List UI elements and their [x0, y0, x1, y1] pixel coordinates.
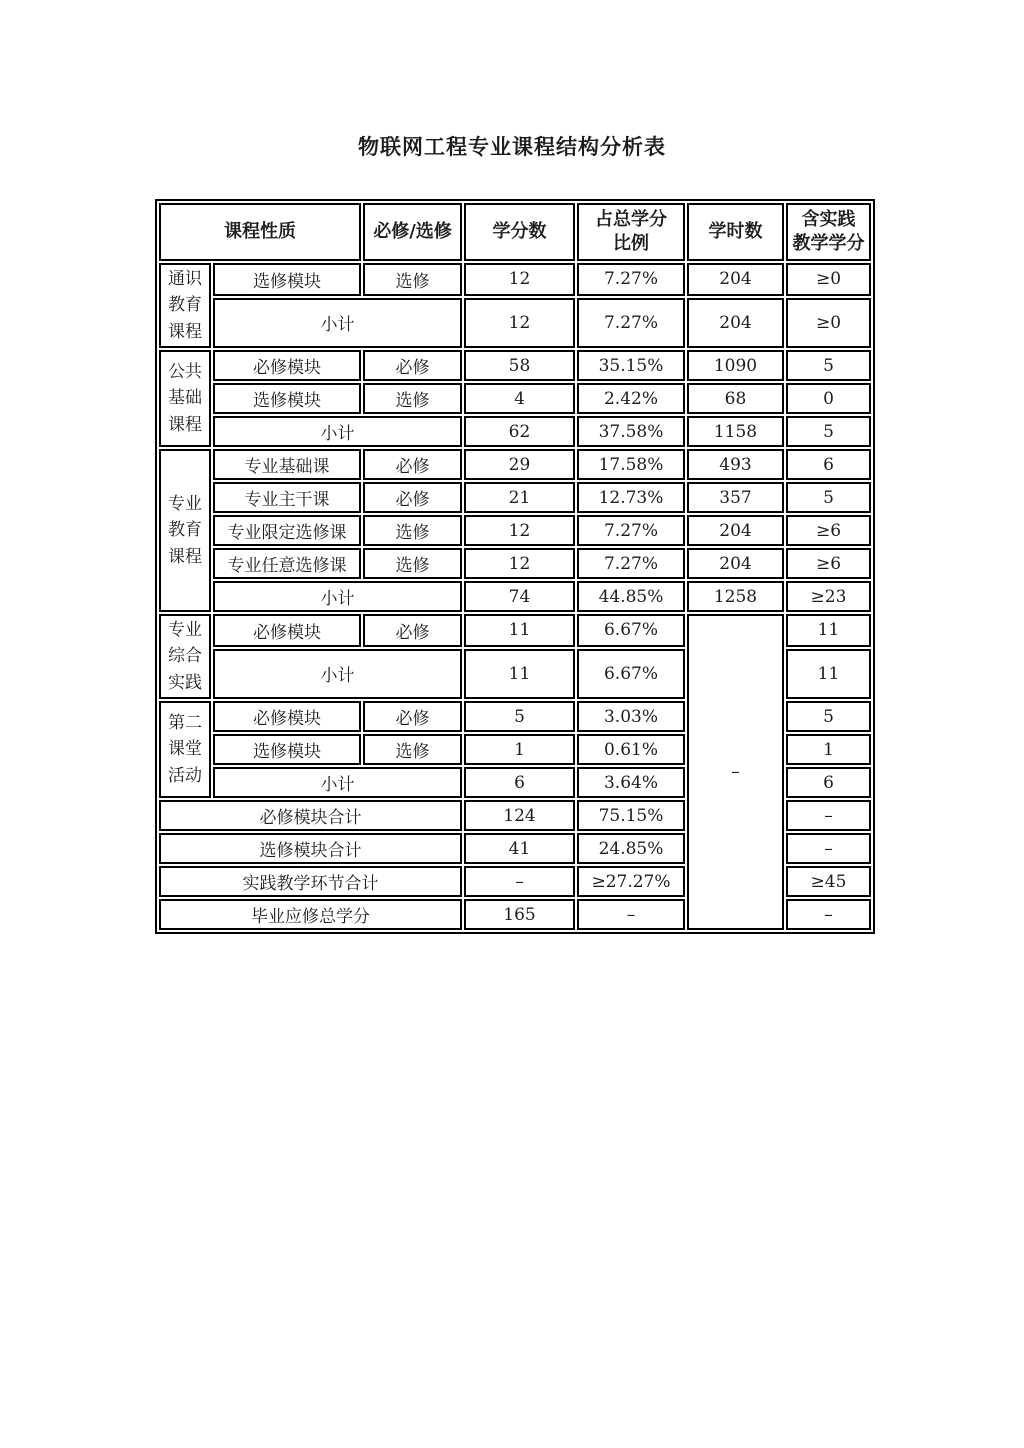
type-cell: 选修	[363, 734, 462, 765]
header-ratio-line2: 比例	[613, 233, 649, 254]
subtotal-row	[159, 581, 871, 612]
practice-cell: 11	[786, 614, 871, 647]
credits-cell: 11	[464, 649, 575, 699]
header-ratio-line1: 占总学分	[595, 208, 667, 230]
header-cell-hours: 学时数	[687, 203, 784, 261]
credits-cell: 41	[464, 833, 575, 864]
ratio-cell: 37.58%	[577, 416, 685, 447]
practice-cell: –	[786, 899, 871, 930]
module-cell: 必修模块	[213, 614, 361, 647]
subtotal-label-cell: 小计	[213, 581, 462, 612]
type-cell: 选修	[363, 515, 462, 546]
subtotal-label-cell: 小计	[213, 298, 462, 348]
hours-cell: 493	[687, 449, 784, 480]
practice-cell: ≥6	[786, 515, 871, 546]
hours-cell: 357	[687, 482, 784, 513]
header-practice-line2: 教学学分	[792, 233, 865, 254]
type-cell: 必修	[363, 701, 462, 732]
group-label-cell: 专业综合实践	[159, 614, 211, 699]
header-cell-course-nature: 课程性质	[159, 203, 361, 261]
header-cell-ratio	[577, 203, 685, 261]
ratio-cell: 44.85%	[577, 581, 685, 612]
ratio-cell: 6.67%	[577, 649, 685, 699]
module-cell: 选修模块	[213, 734, 361, 765]
page-title: 物联网工程专业课程结构分析表	[358, 134, 666, 159]
credits-cell: 12	[464, 548, 575, 579]
type-cell: 必修	[363, 350, 462, 381]
credits-cell: 6	[464, 767, 575, 798]
credits-cell: 58	[464, 350, 575, 381]
table-row	[159, 350, 871, 381]
credits-cell: 11	[464, 614, 575, 647]
module-cell: 必修模块	[213, 701, 361, 732]
practice-cell: –	[786, 800, 871, 831]
practice-cell: 6	[786, 767, 871, 798]
module-cell: 专业主干课	[213, 482, 361, 513]
hours-cell: 204	[687, 515, 784, 546]
practice-cell: ≥45	[786, 866, 871, 897]
summary-label-cell: 毕业应修总学分	[159, 899, 462, 930]
group-label-cell: 第二课堂活动	[159, 701, 211, 798]
ratio-cell: 17.58%	[577, 449, 685, 480]
subtotal-label-cell: 小计	[213, 649, 462, 699]
credits-cell: 74	[464, 581, 575, 612]
practice-cell: 5	[786, 482, 871, 513]
course-structure-table	[155, 199, 875, 934]
ratio-cell: 7.27%	[577, 515, 685, 546]
ratio-cell: 75.15%	[577, 800, 685, 831]
table-row	[159, 449, 871, 480]
header-practice-line1: 含实践	[801, 208, 856, 230]
ratio-cell: 35.15%	[577, 350, 685, 381]
practice-cell: 11	[786, 649, 871, 699]
ratio-cell: ≥27.27%	[577, 866, 685, 897]
hours-cell: 1158	[687, 416, 784, 447]
credits-cell: 165	[464, 899, 575, 930]
practice-cell: ≥0	[786, 298, 871, 348]
ratio-cell: 6.67%	[577, 614, 685, 647]
summary-label-cell: 选修模块合计	[159, 833, 462, 864]
hours-cell: 68	[687, 383, 784, 414]
practice-cell: 5	[786, 350, 871, 381]
module-cell: 专业基础课	[213, 449, 361, 480]
type-cell: 必修	[363, 449, 462, 480]
document-body	[155, 133, 869, 934]
credits-cell: 12	[464, 298, 575, 348]
subtotal-row	[159, 298, 871, 348]
hours-cell: 204	[687, 263, 784, 296]
credits-cell: –	[464, 866, 575, 897]
table-row	[159, 515, 871, 546]
credits-cell: 29	[464, 449, 575, 480]
subtotal-label-cell: 小计	[213, 767, 462, 798]
type-cell: 必修	[363, 482, 462, 513]
credits-cell: 12	[464, 263, 575, 296]
table-row	[159, 263, 871, 296]
header-cell-credits: 学分数	[464, 203, 575, 261]
summary-label-cell: 必修模块合计	[159, 800, 462, 831]
module-cell: 选修模块	[213, 383, 361, 414]
module-cell: 必修模块	[213, 350, 361, 381]
practice-cell: ≥6	[786, 548, 871, 579]
table-row	[159, 383, 871, 414]
credits-cell: 5	[464, 701, 575, 732]
credits-cell: 4	[464, 383, 575, 414]
credits-cell: 12	[464, 515, 575, 546]
subtotal-row	[159, 416, 871, 447]
table-row	[159, 614, 871, 647]
hours-cell: 1258	[687, 581, 784, 612]
practice-cell: 5	[786, 701, 871, 732]
practice-cell: ≥0	[786, 263, 871, 296]
module-cell: 专业任意选修课	[213, 548, 361, 579]
type-cell: 选修	[363, 548, 462, 579]
ratio-cell: 12.73%	[577, 482, 685, 513]
credits-cell: 124	[464, 800, 575, 831]
header-cell-required-elective: 必修/选修	[363, 203, 462, 261]
group-label-cell: 专业教育课程	[159, 449, 211, 612]
group-label-cell: 公共基础课程	[159, 350, 211, 447]
credits-cell: 62	[464, 416, 575, 447]
practice-cell: –	[786, 833, 871, 864]
ratio-cell: 0.61%	[577, 734, 685, 765]
hours-cell: 204	[687, 298, 784, 348]
ratio-cell: 7.27%	[577, 263, 685, 296]
subtotal-label-cell: 小计	[213, 416, 462, 447]
practice-cell: 1	[786, 734, 871, 765]
module-cell: 选修模块	[213, 263, 361, 296]
credits-cell: 1	[464, 734, 575, 765]
type-cell: 必修	[363, 614, 462, 647]
practice-cell: 5	[786, 416, 871, 447]
ratio-cell: 7.27%	[577, 298, 685, 348]
hours-cell: 204	[687, 548, 784, 579]
practice-cell: 0	[786, 383, 871, 414]
table-row	[159, 548, 871, 579]
header-cell-practice	[786, 203, 871, 261]
module-cell: 专业限定选修课	[213, 515, 361, 546]
type-cell: 选修	[363, 263, 462, 296]
ratio-cell: 24.85%	[577, 833, 685, 864]
ratio-cell: –	[577, 899, 685, 930]
hours-cell: 1090	[687, 350, 784, 381]
ratio-cell: 3.64%	[577, 767, 685, 798]
credits-cell: 21	[464, 482, 575, 513]
table-row	[159, 482, 871, 513]
header-row	[159, 203, 871, 261]
summary-label-cell: 实践教学环节合计	[159, 866, 462, 897]
ratio-cell: 2.42%	[577, 383, 685, 414]
type-cell: 选修	[363, 383, 462, 414]
group-label-cell: 通识教育课程	[159, 263, 211, 348]
merged-hours-cell: –	[687, 614, 784, 930]
practice-cell: 6	[786, 449, 871, 480]
ratio-cell: 3.03%	[577, 701, 685, 732]
practice-cell: ≥23	[786, 581, 871, 612]
ratio-cell: 7.27%	[577, 548, 685, 579]
